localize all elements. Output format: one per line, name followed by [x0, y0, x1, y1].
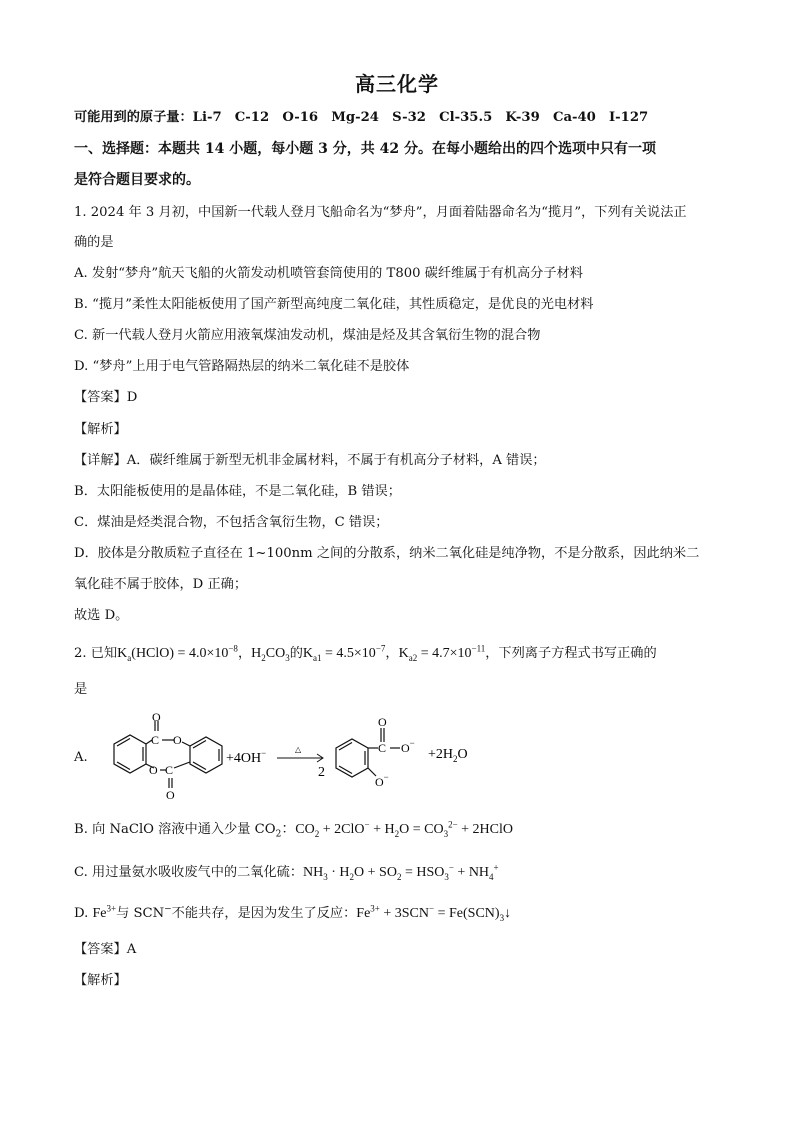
q2-stem-line2: 是: [74, 682, 88, 697]
q1-detail-1: 【详解】A．碳纤维属于新型无机非金属材料，不属于有机高分子材料，A 错误；: [74, 453, 546, 468]
q2-analysis-label: 【解析】: [74, 973, 127, 988]
q1-option-b: B. “揽月”柔性太阳能板使用了国产新型高纯度二氧化硅，其性质稳定，是优良的光电材料: [74, 297, 594, 312]
q2-stem-line1: 2. 已知$K_a(HClO) = 4.0\times 10^{-8}$，$H_2CO_3$的$K_{a1} = 4.5\times 10^{-7}$，$K_{a2} = 4.7\times 10^{-11}$，下列离子方程式书写正确的: [74, 643, 657, 663]
hydroxide-reactant: +4OH−: [226, 748, 267, 766]
section1-line2: 是符合题目要求的。: [74, 172, 200, 188]
q1-conclusion: 故选 D。: [74, 608, 129, 623]
section1-line1: 一、选择题：本题共 14 小题，每小题 3 分，共 42 分。在每小题给出的四个选项中只有一项: [74, 141, 656, 157]
q2-option-a-label: A.: [74, 750, 88, 765]
q2-option-c: C. 用过量氨水吸收废气中的二氧化硫：$NH_3 \cdot H_2O + SO_2 = HSO_3^- + NH_4^+$: [74, 862, 499, 882]
q1-stem-line2: 确的是: [74, 235, 114, 250]
q1-detail-5: 氧化硅不属于胶体，D 正确；: [74, 577, 248, 592]
atomic-masses: 可能用到的原子量：Li-7 C-12 O-16 Mg-24 S-32 Cl-35.5 K-39 Ca-40 I-127: [74, 110, 649, 125]
phenoxide-oxygen: O−: [375, 772, 389, 789]
q1-option-a: A. 发射“梦舟”航天飞船的火箭发动机喷管套筒使用的 T800 碳纤维属于有机高分子材料: [74, 266, 583, 281]
carbonyl-oxygen-2: O: [166, 788, 175, 802]
q1-option-d: D. “梦舟”上用于电气管路隔热层的纳米二氧化硅不是胶体: [74, 359, 410, 374]
heat-condition: △: [295, 745, 302, 754]
water-product: $+2H_2O$: [428, 747, 468, 764]
carbonyl-carbon-1: C: [151, 733, 160, 747]
q1-answer: 【答案】D: [74, 390, 138, 405]
q2-answer: 【答案】A: [74, 942, 137, 957]
ring-oxygen-1: O: [173, 733, 182, 747]
q2-option-b: B. 向 NaClO 溶液中通入少量 $CO_2$：$CO_2 + 2ClO^- + H_2O = CO_3^{2-}$ + 2HClO: [74, 819, 513, 840]
left-benzene-ring: [114, 735, 146, 773]
q1-detail-3: C．煤油是烃类混合物，不包括含氧衍生物，C 错误；: [74, 515, 389, 530]
product-coefficient: 2: [318, 765, 325, 780]
q1-option-c: C. 新一代载人登月火箭应用液氧煤油发动机，煤油是烃及其含氧衍生物的混合物: [74, 328, 541, 343]
diester-ring-bonds: [146, 721, 190, 788]
reaction-arrow: [277, 754, 323, 762]
q2-option-d: D. $Fe^{3+}$与 SCN−不能共存，是因为发生了反应：$Fe^{3+} + 3SCN^-$ = $Fe(SCN)_3↓$: [74, 903, 512, 923]
q1-detail-2: B．太阳能板使用的是晶体硅，不是二氧化硅，B 错误；: [74, 484, 401, 499]
product-carboxyl-carbon: C: [378, 741, 387, 755]
carbonyl-oxygen-1: O: [152, 712, 161, 724]
q1-stem-line1: 1. 2024 年 3 月初，中国新一代载人登月飞船命名为“梦舟”，月面着陆器命名为“揽月”，下列有关说法正: [74, 205, 687, 220]
product-carbonyl-oxygen: O: [378, 715, 387, 729]
q1-analysis-label: 【解析】: [74, 422, 127, 437]
carboxylate-oxygen: O−: [401, 738, 415, 755]
carbonyl-carbon-2: C: [165, 763, 174, 777]
ring-oxygen-2: O: [149, 763, 158, 777]
q2-option-a-reaction: [90, 712, 510, 804]
product-benzene-ring: [336, 728, 400, 777]
right-benzene-ring: [190, 737, 222, 773]
q1-detail-4: D．胶体是分散质粒子直径在 1~100nm 之间的分散系，纳米二氧化硅是纯净物，不是分散系，因此纳米二: [74, 546, 700, 561]
page-title: 高三化学: [355, 72, 439, 96]
